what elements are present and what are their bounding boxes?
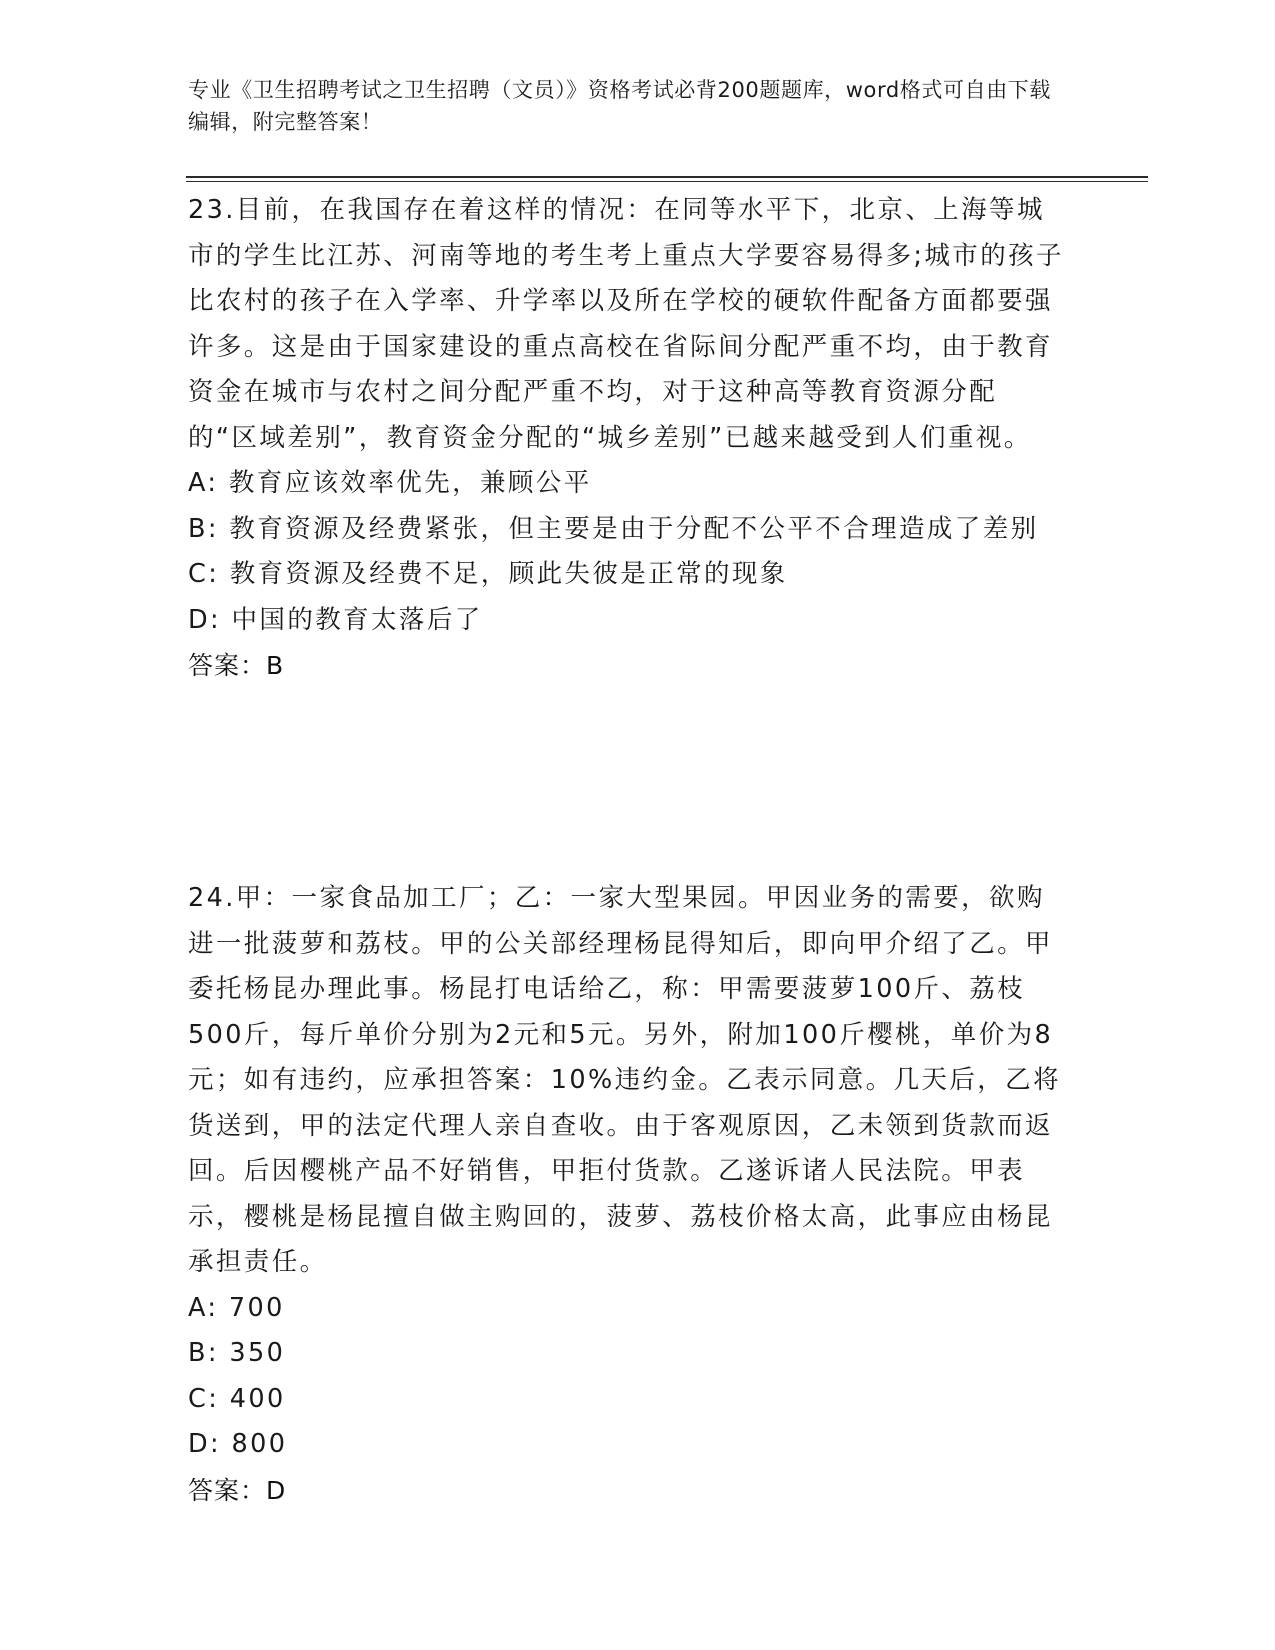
- option-c: C: 400: [188, 1383, 286, 1414]
- option-c: C: 教育资源及经费不足，顾此失彼是正常的现象: [188, 559, 788, 589]
- option-d: D: 800: [188, 1429, 288, 1459]
- option-b: B: 350: [188, 1338, 286, 1368]
- answer-label: 答案：B: [188, 651, 285, 680]
- question-text: 23.目前，在我国存在着这样的情况：在同等水平下，北京、上海等城市的学生比江苏、河南等地的考生考上重点大学要容易得多;城市的孩子比农村的孩子在入学率、升学率以及所在学校的硬软件配备方面都要强许多。这是由于国家建设的重点高校在省际间分配严重不均，由于教育资金在城市与农村之间分配严重不均，对于这种高等教育资源分配的“区域差别”，教育资金分配的“城乡差别”已越来越受到人们重视。: [188, 195, 1064, 453]
- question-23: [188, 188, 1068, 689]
- option-a: A: 700: [188, 1292, 285, 1323]
- question-text: 24.甲：一家食品加工厂；乙：一家大型果园。甲因业务的需要，欲购进一批菠萝和荔枝。甲的公关部经理杨昆得知后，即向甲介绍了乙。甲委托杨昆办理此事。杨昆打电话给乙，称：甲需要菠萝100斤、荔枝500斤，每斤单价分别为2元和5元。另外，附加100斤樱桃，单价为8元；如有违约，应承担答案：10%违约金。乙表示同意。几天后，乙将货送到，甲的法定代理人亲自查收。由于客观原因，乙未领到货款而返回。后因樱桃产品不好销售，甲拒付货款。乙遂诉诸人民法院。甲表示，樱桃是杨昆擅自做主购回的，菠萝、荔枝价格太高，此事应由杨昆承担责任。: [188, 883, 1061, 1277]
- question-24: [188, 876, 1068, 1513]
- option-list: [188, 461, 1068, 643]
- answer-label: 答案：D: [188, 1475, 287, 1505]
- option-b: B: 教育资源及经费紧张，但主要是由于分配不公平不合理造成了差别: [188, 513, 1039, 544]
- option-list: [188, 1286, 1068, 1468]
- header-divider-thick: [186, 176, 1148, 178]
- option-a: A: 教育应该效率优先，兼顾公平: [188, 468, 592, 498]
- option-d: D: 中国的教育太落后了: [188, 604, 483, 635]
- header-divider-thin: [186, 181, 1148, 182]
- document-header: 专业《卫生招聘考试之卫生招聘（文员）》资格考试必背200题题库，word格式可自由下载编辑，附完整答案！: [188, 78, 1051, 134]
